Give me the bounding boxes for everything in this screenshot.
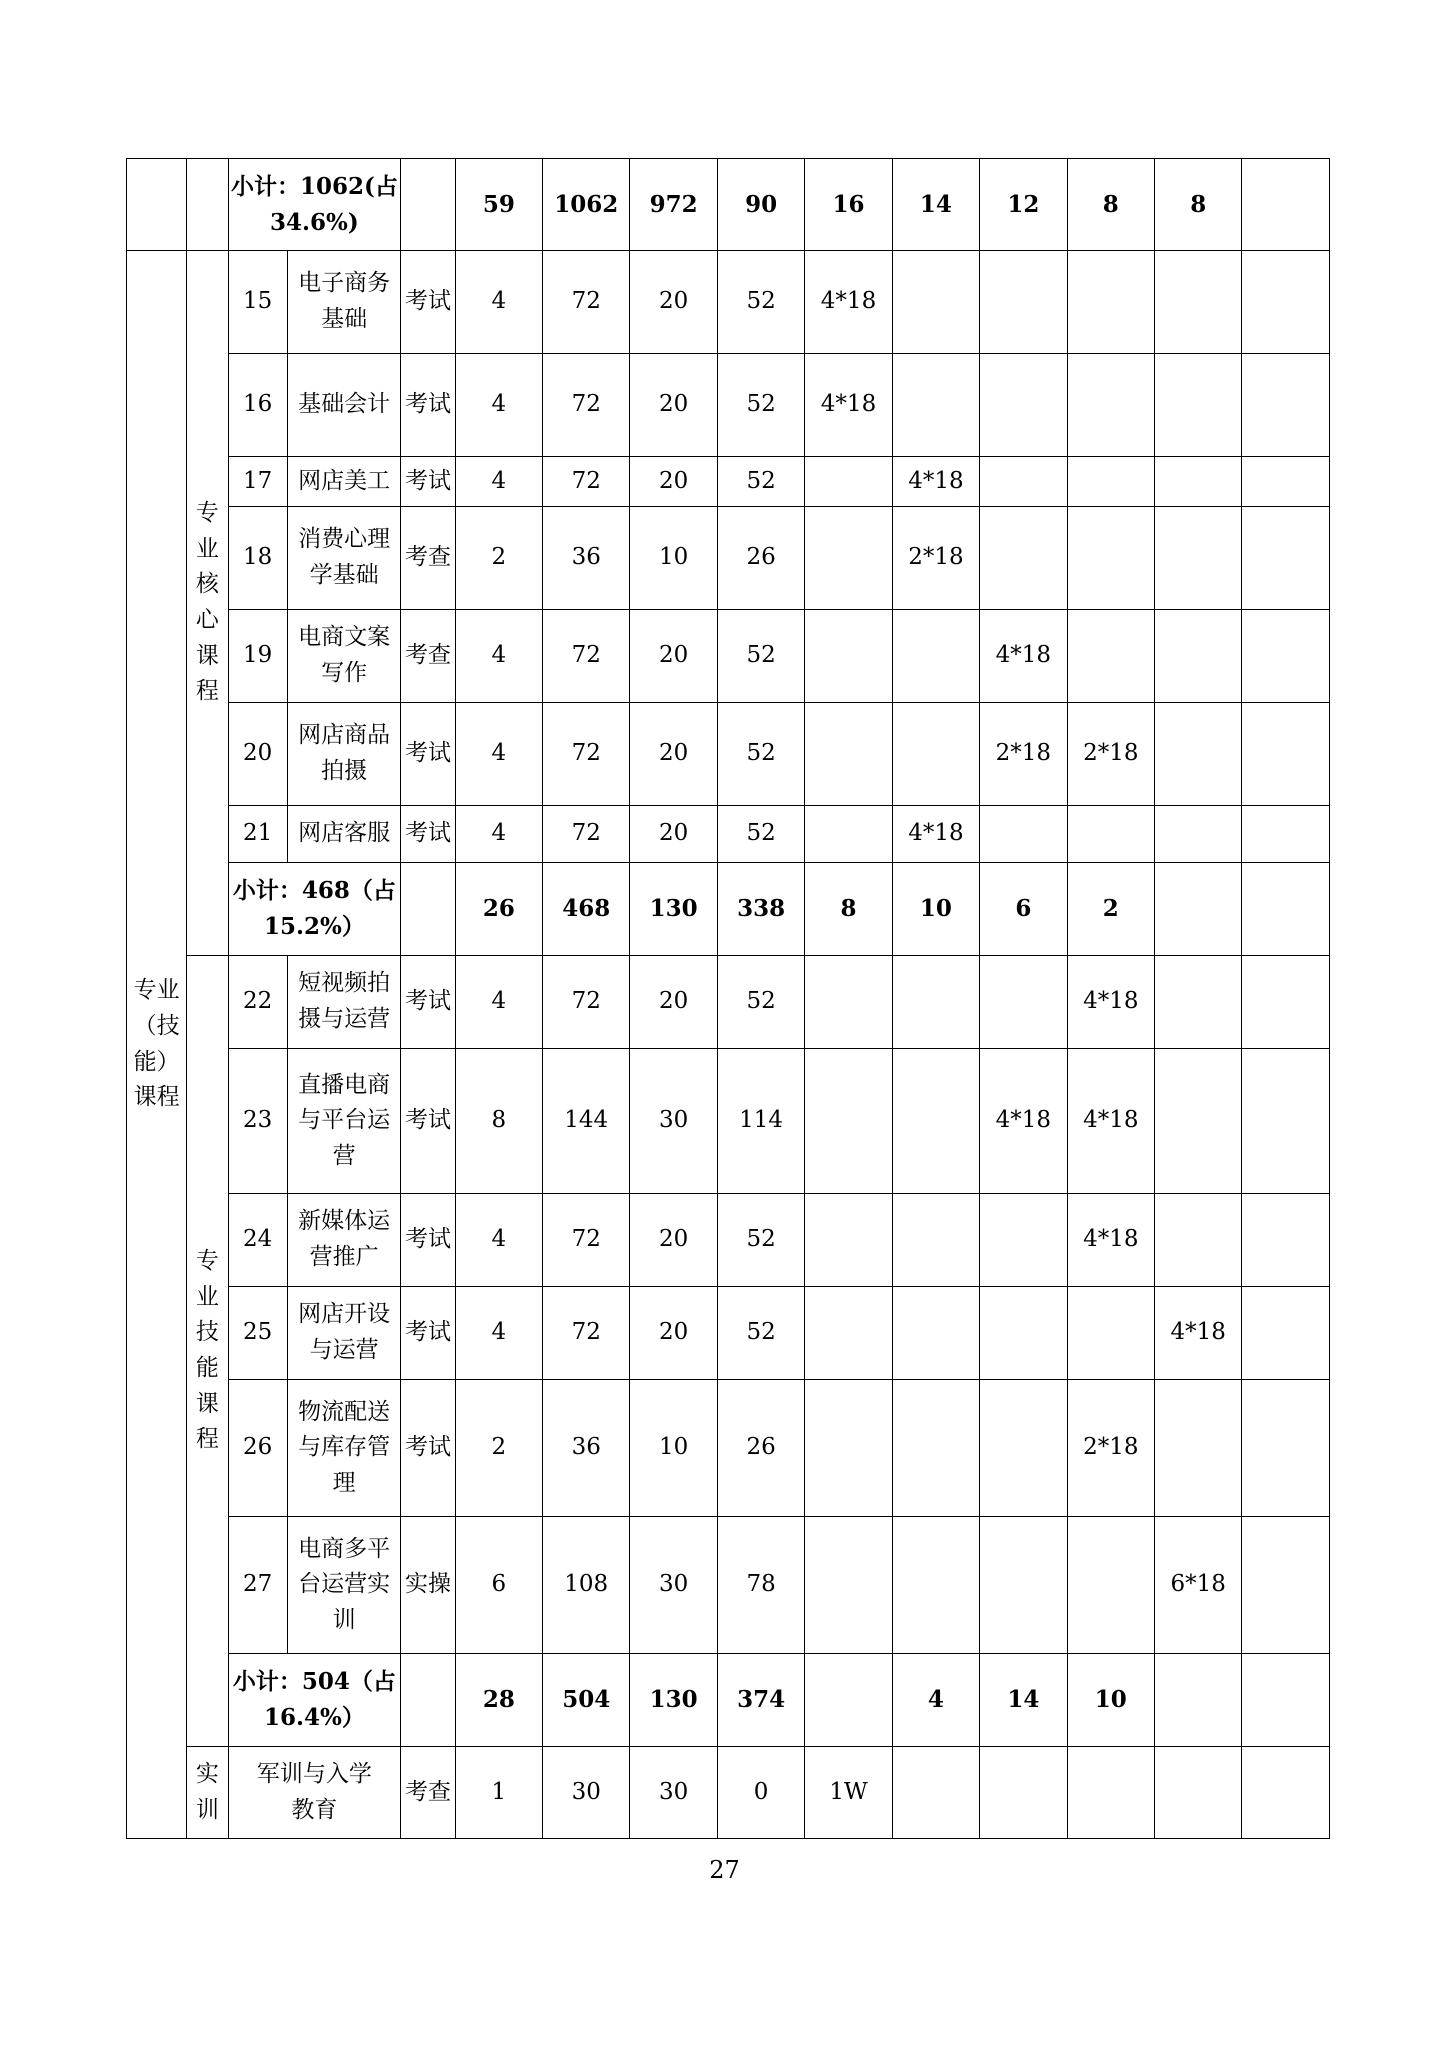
theory-hours-cell: 20	[630, 956, 717, 1049]
table-row	[127, 1194, 1330, 1287]
sem2-cell: 10	[892, 863, 979, 956]
practice-hours-cell: 90	[717, 159, 804, 251]
assess-cell	[401, 159, 455, 251]
total-hours-cell: 108	[543, 1517, 630, 1654]
sem6-cell	[1242, 956, 1330, 1049]
assess-cell: 考试	[401, 1049, 455, 1194]
training-group-label: 实训	[187, 1747, 228, 1839]
course-no: 22	[228, 956, 287, 1049]
theory-hours-cell: 20	[630, 354, 717, 457]
sem1-cell	[805, 1194, 892, 1287]
sem5-cell	[1154, 863, 1241, 956]
sem2-cell	[892, 354, 979, 457]
course-name: 直播电商与平台运营	[287, 1049, 401, 1194]
sem1-cell	[805, 610, 892, 703]
course-name: 网店开设与运营	[287, 1287, 401, 1380]
skill-group-label: 专业技能课程	[187, 956, 228, 1747]
total-hours-cell: 72	[543, 457, 630, 507]
credit-cell: 2	[455, 507, 542, 610]
sem5-cell	[1154, 1380, 1241, 1517]
total-hours-cell: 72	[543, 956, 630, 1049]
sem1-cell	[805, 507, 892, 610]
credit-cell: 4	[455, 1287, 542, 1380]
total-hours-cell: 72	[543, 1287, 630, 1380]
practice-hours-cell: 338	[717, 863, 804, 956]
sem6-cell	[1242, 1747, 1330, 1839]
sem4-cell: 4*18	[1067, 956, 1154, 1049]
theory-hours-cell: 20	[630, 703, 717, 806]
sem5-cell	[1154, 806, 1241, 863]
table-row	[127, 507, 1330, 610]
assess-cell	[401, 863, 455, 956]
course-name: 短视频拍摄与运营	[287, 956, 401, 1049]
credit-cell: 4	[455, 806, 542, 863]
sem3-cell: 12	[980, 159, 1067, 251]
theory-hours-cell: 20	[630, 457, 717, 507]
sem3-cell	[980, 1380, 1067, 1517]
course-no: 27	[228, 1517, 287, 1654]
total-hours-cell: 72	[543, 354, 630, 457]
credit-cell: 4	[455, 610, 542, 703]
practice-hours-cell: 52	[717, 251, 804, 354]
theory-hours-cell: 20	[630, 1194, 717, 1287]
course-no: 16	[228, 354, 287, 457]
practice-hours-cell: 78	[717, 1517, 804, 1654]
course-name: 电商多平台运营实训	[287, 1517, 401, 1654]
assess-cell: 实操	[401, 1517, 455, 1654]
course-name: 物流配送与库存管理	[287, 1380, 401, 1517]
course-no: 26	[228, 1380, 287, 1517]
sem3-cell: 2*18	[980, 703, 1067, 806]
core-group-label: 专业核心课程	[187, 251, 228, 956]
table-row	[127, 806, 1330, 863]
practice-hours-cell: 52	[717, 354, 804, 457]
sem3-cell	[980, 806, 1067, 863]
sem1-cell	[805, 1049, 892, 1194]
sem6-cell	[1242, 1194, 1330, 1287]
sem2-cell	[892, 1049, 979, 1194]
theory-hours-cell: 130	[630, 1654, 717, 1747]
table-row	[127, 1287, 1330, 1380]
sem4-cell: 4*18	[1067, 1049, 1154, 1194]
sem5-cell	[1154, 1049, 1241, 1194]
credit-cell: 59	[455, 159, 542, 251]
course-no: 24	[228, 1194, 287, 1287]
total-hours-cell: 72	[543, 1194, 630, 1287]
credit-cell: 8	[455, 1049, 542, 1194]
table-row	[127, 1747, 1330, 1839]
sem2-cell: 2*18	[892, 507, 979, 610]
sem4-cell	[1067, 610, 1154, 703]
table-row	[127, 863, 1330, 956]
assess-cell: 考查	[401, 507, 455, 610]
practice-hours-cell: 52	[717, 806, 804, 863]
sem3-cell	[980, 1287, 1067, 1380]
course-no: 19	[228, 610, 287, 703]
total-hours-cell: 72	[543, 806, 630, 863]
credit-cell: 4	[455, 956, 542, 1049]
sem3-cell: 4*18	[980, 1049, 1067, 1194]
practice-hours-cell: 114	[717, 1049, 804, 1194]
sem6-cell	[1242, 1049, 1330, 1194]
sem2-cell: 4	[892, 1654, 979, 1747]
assess-cell: 考试	[401, 956, 455, 1049]
practice-hours-cell: 26	[717, 1380, 804, 1517]
sem3-cell	[980, 507, 1067, 610]
total-hours-cell: 72	[543, 703, 630, 806]
sem3-cell	[980, 1747, 1067, 1839]
sem1-cell: 1W	[805, 1747, 892, 1839]
sem4-cell	[1067, 457, 1154, 507]
course-no: 18	[228, 507, 287, 610]
subtotal-label: 小计：468（占15.2%）	[228, 863, 401, 956]
credit-cell: 2	[455, 1380, 542, 1517]
table-row	[127, 1517, 1330, 1654]
table-row	[127, 956, 1330, 1049]
sem6-cell	[1242, 1287, 1330, 1380]
total-hours-cell: 36	[543, 1380, 630, 1517]
theory-hours-cell: 30	[630, 1049, 717, 1194]
sem4-cell: 4*18	[1067, 1194, 1154, 1287]
sem4-cell: 2*18	[1067, 1380, 1154, 1517]
total-hours-cell: 72	[543, 251, 630, 354]
sem2-cell	[892, 1517, 979, 1654]
assess-cell: 考试	[401, 251, 455, 354]
assess-cell: 考试	[401, 1287, 455, 1380]
sem1-cell	[805, 956, 892, 1049]
assess-cell: 考试	[401, 806, 455, 863]
sem2-cell	[892, 1287, 979, 1380]
table-row	[127, 354, 1330, 457]
practice-hours-cell: 52	[717, 703, 804, 806]
sem5-cell	[1154, 1747, 1241, 1839]
credit-cell: 4	[455, 354, 542, 457]
sem2-cell: 4*18	[892, 457, 979, 507]
credit-cell: 1	[455, 1747, 542, 1839]
sem3-cell	[980, 1194, 1067, 1287]
sem1-cell: 4*18	[805, 354, 892, 457]
course-no: 15	[228, 251, 287, 354]
course-name: 网店客服	[287, 806, 401, 863]
course-no: 25	[228, 1287, 287, 1380]
total-hours-cell: 504	[543, 1654, 630, 1747]
subtotal-label: 小计：504（占16.4%）	[228, 1654, 401, 1747]
sem4-cell	[1067, 251, 1154, 354]
sem3-cell: 6	[980, 863, 1067, 956]
practice-hours-cell: 0	[717, 1747, 804, 1839]
sem2-cell	[892, 1380, 979, 1517]
sem3-cell	[980, 956, 1067, 1049]
practice-hours-cell: 52	[717, 956, 804, 1049]
sem1-cell	[805, 703, 892, 806]
sem6-cell	[1242, 507, 1330, 610]
sem1-cell: 16	[805, 159, 892, 251]
course-name: 电商文案写作	[287, 610, 401, 703]
sem1-cell	[805, 806, 892, 863]
credit-cell: 28	[455, 1654, 542, 1747]
sem1-cell	[805, 457, 892, 507]
page-number: 27	[709, 1856, 740, 1884]
subtotal-label: 小计：1062(占34.6%)	[228, 159, 401, 251]
group-cell	[187, 159, 228, 251]
theory-hours-cell: 20	[630, 251, 717, 354]
sem4-cell	[1067, 507, 1154, 610]
sem4-cell: 10	[1067, 1654, 1154, 1747]
sem1-cell	[805, 1287, 892, 1380]
assess-cell: 考试	[401, 457, 455, 507]
sem5-cell: 6*18	[1154, 1517, 1241, 1654]
sem5-cell	[1154, 1194, 1241, 1287]
sem4-cell: 2*18	[1067, 703, 1154, 806]
sem4-cell	[1067, 806, 1154, 863]
assess-cell: 考查	[401, 1747, 455, 1839]
sem3-cell	[980, 1517, 1067, 1654]
practice-hours-cell: 26	[717, 507, 804, 610]
sem4-cell	[1067, 354, 1154, 457]
sem1-cell: 4*18	[805, 251, 892, 354]
table-row	[127, 457, 1330, 507]
assess-cell: 考试	[401, 1380, 455, 1517]
sem6-cell	[1242, 354, 1330, 457]
sem2-cell: 14	[892, 159, 979, 251]
sem5-cell	[1154, 610, 1241, 703]
sem2-cell	[892, 1194, 979, 1287]
course-name: 电子商务基础	[287, 251, 401, 354]
theory-hours-cell: 30	[630, 1517, 717, 1654]
total-hours-cell: 1062	[543, 159, 630, 251]
sem5-cell: 4*18	[1154, 1287, 1241, 1380]
sem6-cell	[1242, 863, 1330, 956]
sem5-cell	[1154, 251, 1241, 354]
course-name: 基础会计	[287, 354, 401, 457]
assess-cell	[401, 1654, 455, 1747]
assess-cell: 考查	[401, 610, 455, 703]
table-row	[127, 1654, 1330, 1747]
sem6-cell	[1242, 1380, 1330, 1517]
theory-hours-cell: 20	[630, 610, 717, 703]
sem2-cell	[892, 610, 979, 703]
credit-cell: 4	[455, 1194, 542, 1287]
sem5-cell	[1154, 956, 1241, 1049]
theory-hours-cell: 10	[630, 1380, 717, 1517]
sem5-cell	[1154, 1654, 1241, 1747]
credit-cell: 4	[455, 703, 542, 806]
sem2-cell	[892, 703, 979, 806]
assess-cell: 考试	[401, 703, 455, 806]
table-row	[127, 1049, 1330, 1194]
sem4-cell: 8	[1067, 159, 1154, 251]
theory-hours-cell: 10	[630, 507, 717, 610]
course-plan-table	[126, 158, 1330, 1839]
category-label: 专业（技能）课程	[127, 251, 187, 1839]
assess-cell: 考试	[401, 1194, 455, 1287]
sem3-cell: 14	[980, 1654, 1067, 1747]
sem1-cell: 8	[805, 863, 892, 956]
sem4-cell	[1067, 1287, 1154, 1380]
practice-hours-cell: 52	[717, 457, 804, 507]
theory-hours-cell: 130	[630, 863, 717, 956]
total-hours-cell: 144	[543, 1049, 630, 1194]
sem2-cell	[892, 956, 979, 1049]
assess-cell: 考试	[401, 354, 455, 457]
sem4-cell: 2	[1067, 863, 1154, 956]
course-name: 网店商品拍摄	[287, 703, 401, 806]
course-no: 21	[228, 806, 287, 863]
sem1-cell	[805, 1517, 892, 1654]
total-hours-cell: 36	[543, 507, 630, 610]
sem3-cell	[980, 457, 1067, 507]
course-no: 20	[228, 703, 287, 806]
sem5-cell: 8	[1154, 159, 1241, 251]
total-hours-cell: 468	[543, 863, 630, 956]
sem5-cell	[1154, 703, 1241, 806]
credit-cell: 6	[455, 1517, 542, 1654]
practice-hours-cell: 374	[717, 1654, 804, 1747]
course-name: 网店美工	[287, 457, 401, 507]
category-cell	[127, 159, 187, 251]
sem4-cell	[1067, 1747, 1154, 1839]
theory-hours-cell: 972	[630, 159, 717, 251]
sem6-cell	[1242, 806, 1330, 863]
total-hours-cell: 72	[543, 610, 630, 703]
table-row	[127, 251, 1330, 354]
credit-cell: 4	[455, 457, 542, 507]
total-hours-cell: 30	[543, 1747, 630, 1839]
table-row	[127, 610, 1330, 703]
sem6-cell	[1242, 1517, 1330, 1654]
practice-hours-cell: 52	[717, 1287, 804, 1380]
sem6-cell	[1242, 610, 1330, 703]
sem3-cell	[980, 251, 1067, 354]
sem4-cell	[1067, 1517, 1154, 1654]
practice-hours-cell: 52	[717, 610, 804, 703]
course-name: 新媒体运营推广	[287, 1194, 401, 1287]
sem2-cell: 4*18	[892, 806, 979, 863]
sem6-cell	[1242, 1654, 1330, 1747]
sem1-cell	[805, 1654, 892, 1747]
sem6-cell	[1242, 159, 1330, 251]
course-name: 军训与入学教育	[228, 1747, 401, 1839]
sem5-cell	[1154, 354, 1241, 457]
theory-hours-cell: 30	[630, 1747, 717, 1839]
table-row	[127, 703, 1330, 806]
sem1-cell	[805, 1380, 892, 1517]
course-no: 17	[228, 457, 287, 507]
sem6-cell	[1242, 251, 1330, 354]
theory-hours-cell: 20	[630, 806, 717, 863]
credit-cell: 26	[455, 863, 542, 956]
sem6-cell	[1242, 703, 1330, 806]
table-row	[127, 1380, 1330, 1517]
sem2-cell	[892, 251, 979, 354]
sem3-cell: 4*18	[980, 610, 1067, 703]
sem5-cell	[1154, 507, 1241, 610]
course-name: 消费心理学基础	[287, 507, 401, 610]
practice-hours-cell: 52	[717, 1194, 804, 1287]
theory-hours-cell: 20	[630, 1287, 717, 1380]
course-no: 23	[228, 1049, 287, 1194]
sem3-cell	[980, 354, 1067, 457]
sem5-cell	[1154, 457, 1241, 507]
credit-cell: 4	[455, 251, 542, 354]
sem2-cell	[892, 1747, 979, 1839]
sem6-cell	[1242, 457, 1330, 507]
table-row	[127, 159, 1330, 251]
